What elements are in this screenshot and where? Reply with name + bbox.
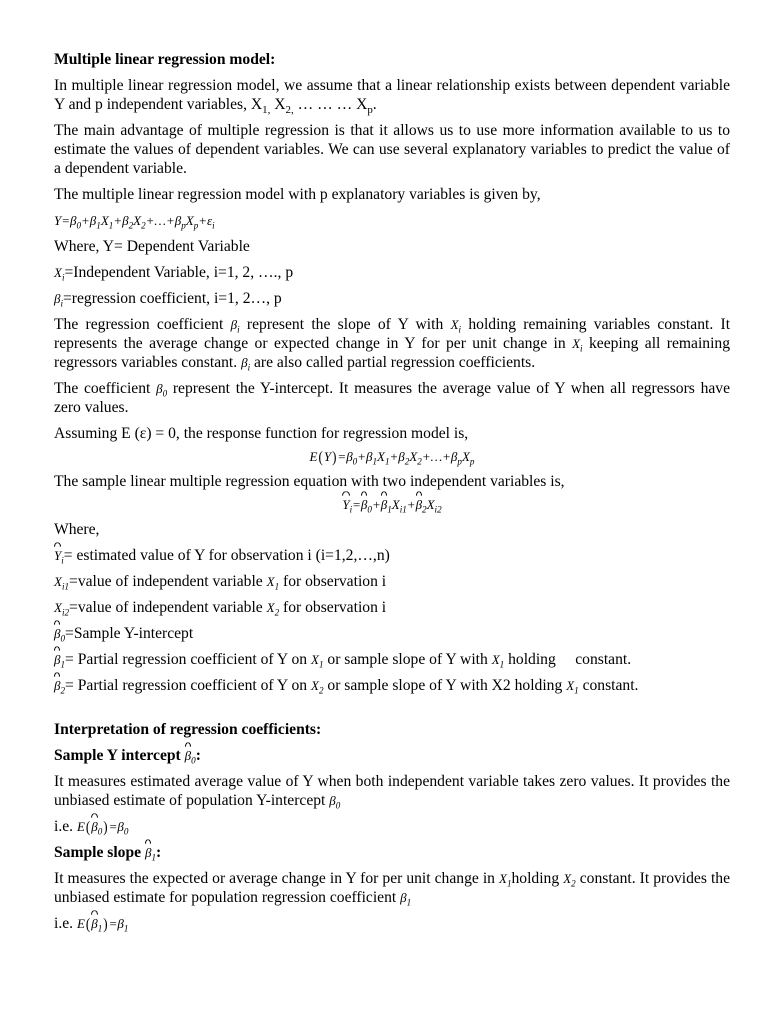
intercept-coefficient-paragraph: The coefficient $\beta_0$ represent the Y-intercept. It measures the average value of Y when all regressors have zero values.: [54, 380, 731, 416]
where-label: Where,: [54, 521, 100, 538]
section-title: Multiple linear regression model:: [54, 51, 276, 68]
b0-definition: $\beta_0=Sample$ Y-intercept: [54, 625, 194, 644]
document-body: [54, 50, 730, 933]
where-y-definition: Where, Y= Dependent Variable: [54, 238, 250, 255]
beta-definition: $\beta_i=regression$ coefficient, i=1, 2…, p: [54, 290, 282, 309]
interpretation-title: Interpretation of regression coefficients:: [54, 721, 322, 738]
slope-paragraph: It measures the expected or average change in Y for per unit change in $X_1holding$ $X_2$ constant. It provides the unbiased estimate for population regression coefficient $\beta_1$: [54, 870, 731, 908]
x-definition: $X_i=Independent$ Variable, i=1, 2, …., p: [54, 264, 294, 283]
intro-paragraph-2: The main advantage of multiple regression is that it allows us to use more information available to us to estimate the values of dependent variables. We can use several explanatory variables to predict the value of a dependent variable.: [54, 122, 730, 177]
intercept-expectation: i.e. $E(\beta_0)=\beta_0$: [54, 817, 129, 837]
xi2-definition: $X_{i2}=value$ of independent variable $X_2$ for observation i: [54, 599, 387, 618]
b2-definition: $\beta_2=$ Partial regression coefficient of Y on $X_2$ or sample slope of Y with X2 holding $X_1$ constant.: [54, 677, 639, 696]
model-equation: $Y=\beta_0+\beta_1X_1+\beta_2X_2+\dots+\beta_pX_p+\varepsilon_i$: [54, 213, 215, 231]
b1-definition: $\beta_1=$ Partial regression coefficient of Y on $X_1$ or sample slope of Y with $X_1$ holding constant.: [54, 651, 632, 670]
xi1-definition: $X_{i1}=value$ of independent variable $X_1$ for observation i: [54, 573, 387, 592]
section-gap: [54, 702, 730, 720]
sample-regression-equation: $Y_i=\beta_0+\beta_1X_{i1}+\beta_2X_{i2}$: [342, 497, 442, 515]
intro-paragraph-1: In multiple linear regression model, we assume that a linear relationship exists between dependent variable Y and p independent variables, $X_{1,}$ $X_{2,}$ … … … $X_p$.: [54, 77, 730, 117]
yhat-definition: $Y_i=$ estimated value of Y for observation i (i=1,2,…,n): [54, 547, 390, 566]
response-function-equation: $E(Y)=\beta_0+\beta_1X_1+\beta_2X_2+\dots+\beta_pX_p$: [309, 447, 475, 467]
slope-expectation: i.e. $E(\beta_1)=\beta_1$: [54, 914, 129, 934]
intro-paragraph-3: The multiple linear regression model with p explanatory variables is given by,: [54, 186, 541, 203]
slope-subtitle: Sample slope $\beta_1$:: [54, 844, 162, 863]
intercept-paragraph: It measures estimated average value of Y when both independent variable takes zero values. It provides the unbiased estimate of population Y-intercept $\beta_0$: [54, 773, 730, 811]
sample-equation-intro: The sample linear multiple regression equation with two independent variables is,: [54, 473, 565, 490]
assumption-line: Assuming E (ε) = 0, the response function for regression model is,: [54, 425, 469, 442]
coefficient-paragraph: The regression coefficient $\beta_i$ represent the slope of Y with $X_i$ holding remaining variables constant. It represents the average change or expected change in Y for per unit change in $X_i$ keeping all remaining regressors variables constant. $\beta_i$ are also called partial regression coefficients.: [54, 316, 731, 373]
intercept-subtitle: Sample Y intercept $\beta_0$:: [54, 747, 201, 766]
